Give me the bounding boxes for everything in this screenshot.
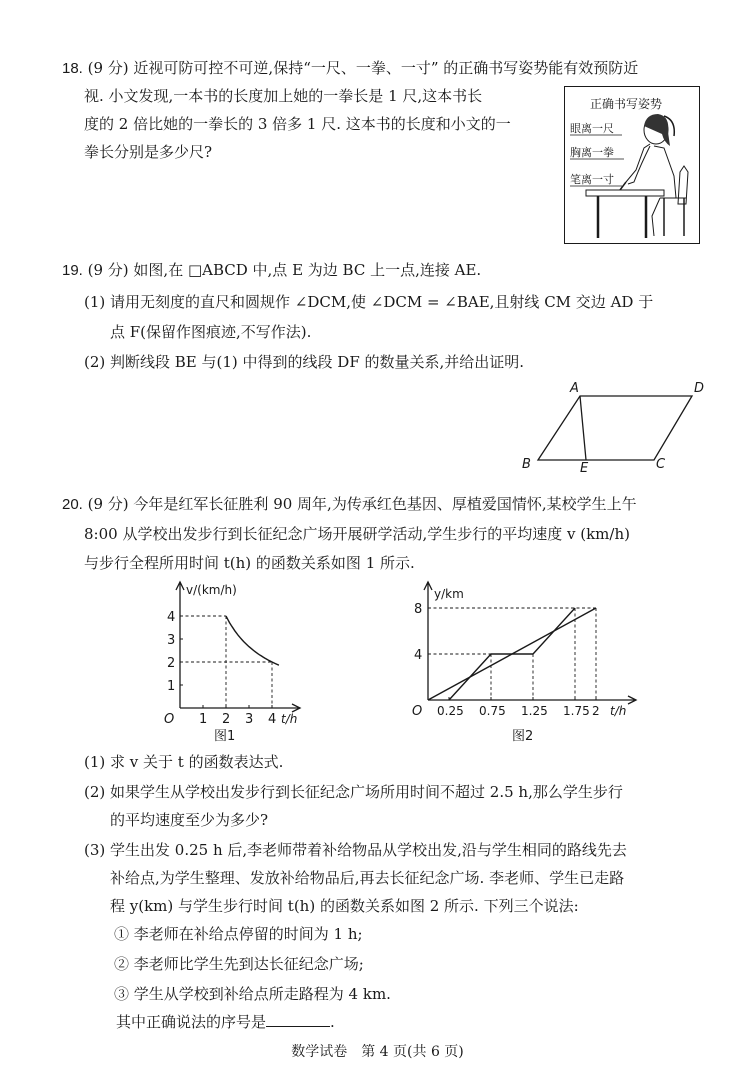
fig1-caption: 图1: [214, 729, 236, 744]
fig1-x-tick-label: 2: [222, 712, 231, 727]
fig2-x-tick-label: 0.25: [437, 704, 464, 718]
q20-part3-b: 补给点,为学生整理、发放补给物品后,再去长征纪念广场. 李老师、学生已走路: [110, 869, 625, 887]
parallelogram-figure: [512, 378, 718, 474]
label-chest: 胸离一拳: [570, 146, 614, 159]
q18-line-2: 视. 小文发现,一本书的长度加上她的一拳长是 1 尺,这本书长: [84, 87, 483, 105]
segment-ae: [580, 396, 586, 460]
fig2-caption: 图2: [512, 729, 534, 744]
fig1-x-tick-label: 1: [199, 712, 208, 727]
fig2-x-axis-label: t/h: [610, 704, 627, 718]
q18-line-1: [62, 56, 638, 81]
label-eye: 眼离一尺: [570, 122, 614, 135]
vertex-c: C: [656, 457, 666, 472]
q19-intro: (9 分) 如图,在 □ABCD 中,点 E 为边 BC 上一点,连接 AE.: [87, 261, 482, 279]
answer-tail: .: [330, 1013, 335, 1031]
q18-line-3: 度的 2 倍比她的一拳长的 3 倍多 1 尺. 这本书的长度和小文的一: [84, 115, 511, 133]
q20-part2-a: (2) 如果学生从学校出发步行到长征纪念广场所用时间不超过 2.5 h,那么学生步行: [84, 783, 623, 801]
fig1-series-curve: [226, 616, 279, 665]
fig1-y-axis-label: v/(km/h): [186, 583, 237, 597]
q20-answer-line: [116, 1010, 335, 1034]
fig1-origin-label: O: [164, 712, 175, 727]
q20-answer-prompt: 其中正确说法的序号是: [116, 1013, 267, 1031]
q18-text-1: (9 分) 近视可防可控不可逆,保持“一尺、一拳、一寸” 的正确书写姿势能有效预防近: [87, 59, 639, 77]
fig2-y-tick-label: 4: [414, 648, 423, 663]
q20-part2-b: 的平均速度至少为多少?: [110, 811, 269, 829]
fig1-y-tick-label: 2: [167, 656, 176, 671]
page-footer: 数学试卷 第 4 页(共 6 页): [291, 1044, 464, 1060]
fig2-origin-label: O: [412, 704, 423, 719]
q20-part3-c: 程 y(km) 与学生步行时间 t(h) 的函数关系如图 2 所示. 下列三个说法:: [110, 897, 579, 915]
figure-2-chart: [396, 578, 644, 748]
q20-line-2: 8:00 从学校出发步行到长征纪念广场开展研学活动,学生步行的平均速度 v (km/h): [84, 525, 630, 543]
fig1-y-tick-label: 1: [167, 679, 176, 694]
q19-number: 19.: [62, 262, 83, 279]
q20-statement-3: ③ 学生从学校到补给点所走路程为 4 km.: [114, 985, 391, 1003]
fig1-x-tick-label: 3: [245, 712, 254, 727]
q18-number: 18.: [62, 60, 83, 77]
q20-line-3: 与步行全程所用时间 t(h) 的函数关系如图 1 所示.: [84, 554, 415, 572]
fig2-y-tick-label: 8: [414, 602, 423, 617]
q19-line-intro: [62, 258, 481, 283]
fig2-y-axis-label: y/km: [434, 587, 464, 601]
answer-blank[interactable]: [266, 1012, 330, 1027]
q20-part3-a: (3) 学生出发 0.25 h 后,李老师带着补给物品从学校出发,沿与学生相同的路线先去: [84, 841, 627, 859]
q19-part2: (2) 判断线段 BE 与(1) 中得到的线段 DF 的数量关系,并给出证明.: [84, 353, 525, 371]
q20-line-1: [62, 492, 637, 517]
fig1-x-axis-label: t/h: [281, 712, 298, 726]
q19-part1-a: (1) 请用无刻度的直尺和圆规作 ∠DCM,使 ∠DCM = ∠BAE,且射线 CM 交边 AD 于: [84, 293, 654, 311]
q20-text-1: (9 分) 今年是红军长征胜利 90 周年,为传承红色基因、厚植爱国情怀,某校学生上午: [87, 495, 637, 513]
figure-1-chart: [148, 578, 308, 748]
posture-title: 正确书写姿势: [590, 97, 663, 111]
fig2-x-tick-label: 2: [592, 704, 600, 718]
q20-statement-2: ② 李老师比学生先到达长征纪念广场;: [114, 955, 364, 973]
fig2-x-tick-label: 1.75: [563, 704, 590, 718]
q20-part1: (1) 求 v 关于 t 的函数表达式.: [84, 753, 284, 771]
q18-line-4: 拳长分别是多少尺?: [84, 143, 213, 161]
parallelogram-abcd: [538, 396, 692, 460]
vertex-a: A: [570, 381, 579, 396]
q20-statement-1: ① 李老师在补给点停留的时间为 1 h;: [114, 925, 363, 943]
fig1-y-tick-label: 4: [167, 610, 176, 625]
fig1-x-tick-label: 4: [268, 712, 277, 727]
vertex-b: B: [522, 457, 531, 472]
vertex-d: D: [694, 381, 705, 396]
vertex-e: E: [580, 461, 589, 474]
fig2-x-tick-label: 1.25: [521, 704, 548, 718]
posture-illustration: [564, 86, 700, 244]
fig2-x-tick-label: 0.75: [479, 704, 506, 718]
q19-part1-b: 点 F(保留作图痕迹,不写作法).: [110, 323, 312, 341]
fig1-y-tick-label: 3: [167, 633, 176, 648]
label-pen: 笔离一寸: [570, 173, 614, 186]
q20-number: 20.: [62, 496, 83, 513]
